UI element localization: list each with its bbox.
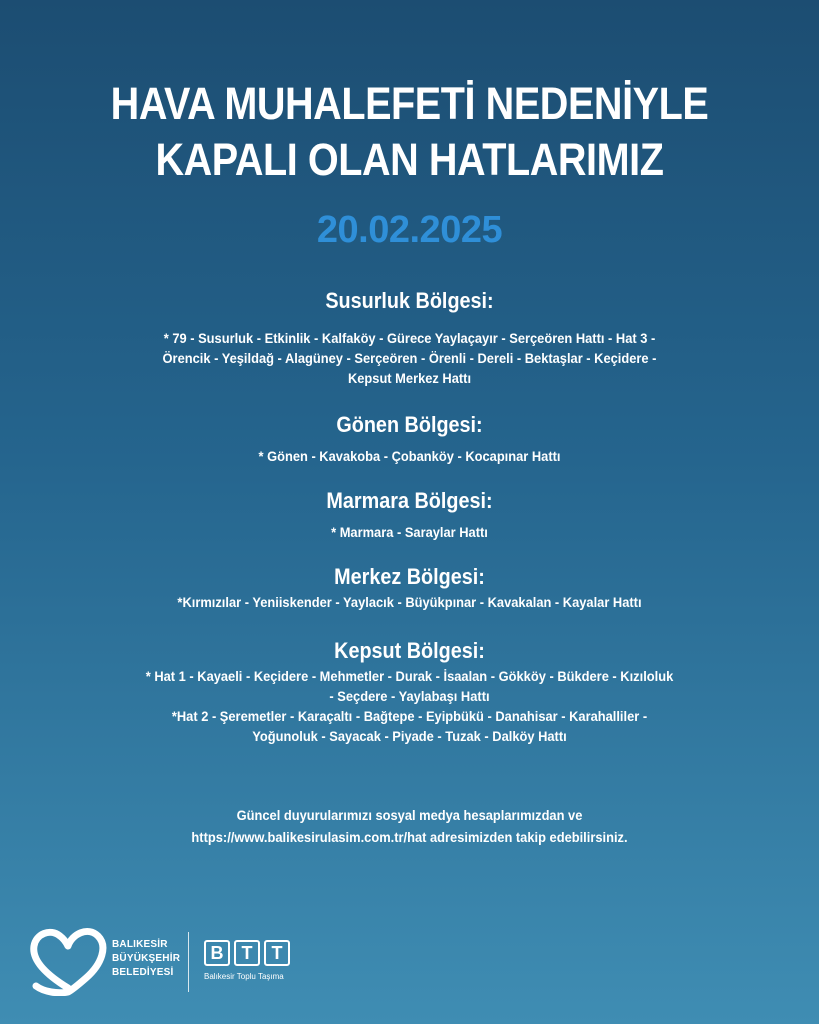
region-title: Merkez Bölgesi: (334, 564, 485, 589)
footer-website-link[interactable]: https://www.balikesirulasim.com.tr/hat adresimizden takip edebilirsiniz. (191, 829, 628, 845)
region-list (20, 286, 799, 746)
region-title: Marmara Bölgesi: (326, 488, 493, 513)
region-marmara (20, 486, 799, 542)
page-title (84, 76, 734, 188)
region-susurluk (20, 286, 799, 388)
logo-divider (188, 932, 189, 992)
heart-logo-icon (28, 924, 108, 996)
title-line-2: KAPALI OLAN HATLARIMIZ (155, 134, 664, 185)
region-title: Kepsut Bölgesi: (334, 638, 485, 663)
region-title: Susurluk Bölgesi: (325, 288, 494, 313)
btt-logo (204, 940, 290, 966)
route-line: - Seçdere - Yaylabaşı Hattı (329, 688, 490, 704)
footer-note (33, 804, 786, 848)
route-line: Yoğunoluk - Sayacak - Piyade - Tuzak - Dalköy Hattı (252, 728, 567, 744)
logo-bar (28, 924, 328, 996)
route-line: * Hat 1 - Kayaeli - Keçidere - Mehmetler - Durak - İsaalan - Gökköy - Bükdere - Kızıloluk (145, 668, 674, 684)
region-merkez (20, 562, 799, 612)
route-line: * 79 - Susurluk - Etkinlik - Kalfaköy - Gürece Yaylaçayır - Serçeören Hattı - Hat 3 - (163, 330, 656, 346)
footer-note-line-1: Güncel duyurularımızı sosyal medya hesaplarımızdan ve (236, 807, 583, 823)
announcement-date: 20.02.2025 (316, 209, 503, 251)
route-line: Örencik - Yeşildağ - Alagüney - Serçeören - Örenli - Dereli - Bektaşlar - Keçidere - (162, 350, 657, 366)
btt-letter-t-2: T (264, 940, 290, 966)
btt-subtitle: Balıkesir Toplu Taşıma (204, 972, 284, 981)
municipality-name: BALIKESİR BÜYÜKŞEHİR BELEDİYESİ (112, 939, 181, 978)
route-line: *Kırmızılar - Yeniiskender - Yaylacık - Büyükpınar - Kavakalan - Kayalar Hattı (177, 594, 642, 610)
title-line-1: HAVA MUHALEFETİ NEDENİYLE (110, 78, 709, 129)
region-gonen (20, 410, 799, 466)
region-kepsut (20, 636, 799, 746)
route-line: Kepsut Merkez Hattı (347, 370, 472, 386)
region-title: Gönen Bölgesi: (336, 412, 483, 437)
btt-letter-t: T (234, 940, 260, 966)
route-line: *Hat 2 - Şeremetler - Karaçaltı - Bağtepe - Eyipbükü - Danahisar - Karahalliler - (171, 708, 648, 724)
route-line: * Marmara - Saraylar Hattı (331, 524, 488, 540)
btt-letter-b: B (204, 940, 230, 966)
route-line: * Gönen - Kavakoba - Çobanköy - Kocapınar Hattı (258, 448, 561, 464)
